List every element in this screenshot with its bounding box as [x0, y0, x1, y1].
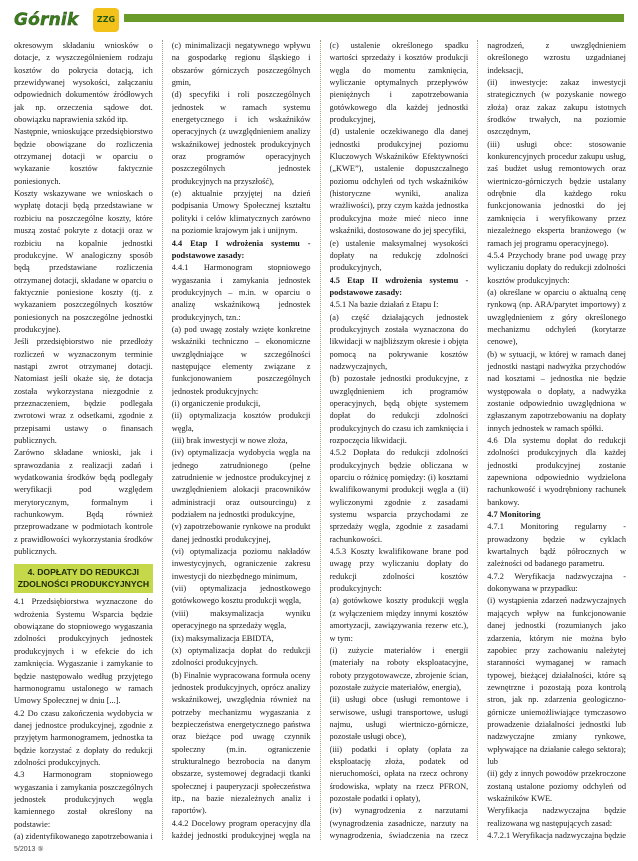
paragraph: okresowym składaniu wniosków o dotacje, z wyszczególnieniem rodzaju kosztów do pokrycia dotacją, ich przewidywanej wysokości, załączaniu odpowiednich dokumentów źródłowych jak np. orzeczenia sądowe dot. obowiązku naprawienia szkód itp. [14, 41, 153, 125]
gornik-logo [14, 6, 124, 38]
paragraph: Zarówno składane wnioski, jak i sprawozdania z realizacji zadań i wydatkowania środków będą podlegały weryfikacji pod względem merytorycznym, formalnym i rachunkowym. Będą również przeprowadzane w podmiotach kontrole z prawidłowości wykorzystania środków publicznych. [14, 448, 153, 557]
paragraph: (viii) maksymalizacja wyniku operacyjnego na sprzedaży węgla, [171, 608, 311, 631]
paragraph: (c) minimalizacji negatywnego wpływu na gospodarkę regionu śląskiego i obszarów górniczych poszczególnych gmin, [171, 41, 311, 88]
paragraph: (a) określane w oparciu o aktualną cenę rynkową (np. ARA/parytet importowy) z uwzględnieniem z góry określonego mechanizmu odchyleń (korytarze cenowe), [487, 287, 626, 347]
paragraph: 4.5.1 Na bazie działań z Etapu I: [329, 300, 439, 310]
paragraph: (iii) brak inwestycji w nowe złoża, [171, 436, 288, 445]
paragraph: 4.5.2 Dopłata do redukcji zdolności produkcyjnych będzie obliczana w oparciu o różnicę pomiędzy: (i) kosztami kwalifikowanymi produkcji węgla a (ii) wyliczonymi zgodnie z zasadami systemu wsparcia przychodami ze sprzedaży węgla, zgodnie z zasadami rachunkowości. [329, 448, 469, 544]
section-heading: 4. DOPŁATY DO REDUKCJI ZDOLNOŚCI PRODUKCYJNYCH [14, 564, 153, 593]
logo-wordmark: Górnik [14, 10, 79, 30]
column-2 [172, 40, 311, 840]
paragraph: (iii) usługi obce: stosowanie konkurencyjnych procedur zakupu usług, zaś budżet usług remontowych oraz wiertniczo-górniczych będzie ustalany odrębnie dla każdego roku funkcjonowania jednostki do jej zamknięcia i weryfikowany przez niezależnego eksperta branżowego (w ramach jej programu operacyjnego). [487, 139, 626, 248]
article-columns [14, 40, 626, 840]
paragraph: 4.7 Monitoring [487, 510, 541, 520]
column-3 [330, 40, 469, 840]
page-footer: 5/2013 ⑤ [14, 846, 44, 853]
paragraph: (d) ustalenie oczekiwanego dla danej jednostki produkcyjnej poziomu Kluczowych Wskaźników Efektywności („KWE”), ustalenie dopuszczalnego poziomu odchyleń od tych wskaźników (historyczne wyniki, analiza wrażliwości), przy czym każda jednostka produkcyjna może mieć nieco inne wskaźniki, dostosowane do jej specyfiki, [329, 127, 469, 236]
paragraph: 4.2 Do czasu zakończenia wydobycia w danej jednostce produkcyjnej, zgodnie z przyjętym harmonogramem, jednostka ta będzie korzystać z dopłaty do redukcji zdolności produkcyjnych. [14, 708, 153, 767]
column-divider [477, 40, 478, 840]
paragraph: (e) ustalenie maksymalnej wysokości dopłaty na redukcję zdolności produkcyjnych, [329, 238, 469, 273]
paragraph: (b) w sytuacji, w której w ramach danej jednostki nastąpi nadwyżka przychodów nad kosztami – jednostka nie będzie występowała o dopłaty, a nadwyżka zostanie odpowiednio uwzględniona w zgłaszanym zapotrzebowaniu na dopłaty innych jednostek w ramach spółki. [487, 349, 626, 433]
paragraph: (iii) podatki i opłaty (opłata za eksploatację złoża, podatek od nieruchomości, opłata na rzecz ochrony środowiska, wpłaty na rzecz PFRON, pozostałe podatki i opłaty), [329, 744, 469, 803]
paragraph: (ii) gdy z innych powodów przekroczone zostaną ustalone poziomy odchyleń od wskaźników KWE. [487, 769, 626, 803]
paragraph: 4.7.2 Weryfikacja nadzwyczajna - dokonywana w przypadku: [487, 571, 626, 594]
paragraph: (vi) optymalizacja poziomu nakładów inwestycyjnych, ograniczenie zakresu inwestycji do niezbędnego minimum, [171, 547, 311, 581]
paragraph: (a) pod uwagę zostały wzięte konkretne wskaźniki techniczno – ekonomiczne uwzględniające w szczególności następujące elementy związane z funkcjonowaniem poszczególnych jednostek produkcyjnych: [171, 324, 311, 396]
paragraph: (vii) optymalizacja jednostkowego gotówkowego kosztu produkcji węgla, [171, 584, 311, 606]
paragraph: Koszty wskazywane we wnioskach o wypłatę dotacji będą przedstawiane w rozbiciu na poszczególne koszty, które muszą zostać pokryte z dotacji oraz w rozbiciu na kopalnie jednostki produkcyjne. W analogiczny sposób będą przedstawiane rozliczenia otrzymanej dotacji, składane w oparciu o faktycznie poniesione koszty (tj. z wykazaniem poszczególnych kosztów poniesionych na poszczególne jednostki produkcyjne). [14, 189, 153, 334]
paragraph: (d) specyfiki i roli poszczególnych jednostek w ramach systemu energetycznego i ich wskaźników operacyjnych (z uwzględnieniem analizy wskaźnikowej jednostek produkcyjnych oraz programów operacyjnych poszczególnych jednostek produkcyjnych na przyszłość), [171, 90, 311, 186]
paragraph: (x) optymalizacja dopłat do redukcji zdolności produkcyjnych. [171, 645, 311, 668]
paragraph: 4.5 Etap II wdrożenia systemu - podstawowe zasady: [329, 275, 469, 297]
paragraph: (i) zużycie materiałów i energii (materiały na roboty eksploatacyjne, roboty przygotowawcze, zbrojenie ścian, pozostałe zużycie materiałów, energia), [329, 645, 469, 692]
paragraph: (ii) inwestycje: zakaz inwestycji strategicznych (w pozyskanie nowego złoża) oraz zakaz zakupu istotnych środków trwałych, na poziomie oszczędnym, [487, 78, 626, 137]
paragraph: 4.7.2.1 Weryfikacja nadzwyczajna będzie [487, 831, 626, 840]
paragraph: (a) zidentyfikowanego zapotrzebowania i [14, 831, 153, 840]
paragraph: nagrodzeń, z uwzględnieniem określonego wzrostu uzgadnianej indeksacji, [487, 41, 626, 75]
paragraph: Weryfikacja nadzwyczajna będzie realizowana wg następujących zasad: [487, 806, 626, 828]
paragraph: Jeśli przedsiębiorstwo nie przedłoży rozliczeń w wyznaczonym terminie nastąpi zwrot otrzymanej dotacji. Natomiast jeśli okaże się, że dotacja została wykorzystana niezgodnie z przeznaczeniem, będzie podlegała zwrotowi wraz z odsetkami, zgodnie z przepisami ustawy o finansach publicznych. [14, 337, 153, 445]
paragraph: 4.4 Etap I wdrożenia systemu - podstawowe zasady: [171, 238, 311, 260]
paragraph: (v) zapotrzebowanie rynkowe na produkt danej jednostki produkcyjnej, [171, 522, 311, 544]
logo-badge: ZZG [93, 8, 119, 32]
paragraph: 4.3 Harmonogram stopniowego wygaszania i zamykania poszczególnych jednostek produkcyjnych węgla kamiennego został określony na podstawie: [14, 770, 153, 829]
paragraph: (iv) optymalizacja wydobycia węgla na jednego zatrudnionego (pełne zatrudnienie w jednostce produkcyjnej z uwzględnieniem alokacji pracowników administracji oraz outsourcingu) z podziałem na jednostki produkcyjne, [171, 448, 311, 520]
paragraph: (a) gotówkowe koszty produkcji węgla (z wyłączeniem między innymi kosztów amortyzacji, zawiązywania rezerw etc.), w tym: [329, 596, 469, 643]
column-divider [162, 40, 163, 840]
paragraph: 4.5.3 Koszty kwalifikowane brane pod uwagę przy wyliczaniu dopłaty do redukcji zdolności kosztów produkcyjnych: [329, 547, 469, 594]
column-4 [487, 40, 626, 840]
paragraph: (ii) optymalizacja kosztów produkcji węgla, [171, 411, 311, 433]
paragraph: (i) wystąpienia zdarzeń nadzwyczajnych mających wpływ na funkcjonowanie danej jednostki (rozumianych jako zdarzenia, którym nie można było zapobiec przy zachowaniu należytej staranności wymaganej w ramach typowej, bieżącej działalności, które są zewnętrzne i pozostają poza kontrolą stron, jak np. zdarzenia geologiczno-górnicze uniemożliwiające tymczasowo prowadzenie działalności jednostki lub nadzwyczajne zmiany rynkowe, wpływające na działanie całego sektora); lub [487, 596, 626, 766]
paragraph: 4.6 Dla systemu dopłat do redukcji zdolności produkcyjnych dla każdej jednostki produkcyjnej zostanie zapewniona odpowiednio wydzielona rachunkowość i wyodrębniony rachunek bankowy. [487, 436, 626, 507]
paragraph: (iv) wynagrodzenia z narzutami (wynagrodzenia zasadnicze, narzuty na wynagrodzenia, świadczenia na rzecz [329, 806, 469, 840]
paragraph: 4.1 Przedsiębiorstwa wyznaczone do wdrożenia Systemu Wsparcia będzie obowiązane do stopniowego wygaszania zdolności produkcyjnych jednostek produkcyjnych i w efekcie do ich zamknięcia. Wygaszanie i zamykanie to będzie następowało według przyjętego harmonogramu ustalonego w ramach Umowy Społecznej w dniu [...]. [14, 597, 153, 706]
paragraph: (c) ustalenie określonego spadku wartości sprzedaży i kosztów produkcji węgla do momentu zamknięcia, wyliczanie optymalnych przepływów pieniężnych i zapotrzebowania gotówkowego dla każdej jednostki produkcyjnej, [329, 41, 469, 125]
paragraph: (i) organiczenie produkcji, [171, 398, 261, 408]
paragraph: 4.4.1 Harmonogram stopniowego wygaszania i zamykania jednostek produkcyjnych – m.in. w oparciu o analizę wskaźnikową jednostek produkcyjnych, tzn.: [171, 263, 311, 322]
column-divider [320, 40, 321, 840]
header-rule [124, 14, 624, 22]
paragraph: (b) Finalnie wypracowana formuła oceny jednostek produkcyjnych, oprócz analizy wskaźnikowej, uwzględnia również na potrzeby mechanizmu wygaszania z bezpieczeństwa energetycznego państwa oraz bieżące pod uwagę czynnik społeczny (m.in. ograniczenie strukturalnego bezrobocia na danym obszarze, systemowej degradacji tkanki społecznej i pauperyzacji społeczeństwa itp., na bazie niezależnych analiz i raportów). [171, 670, 311, 816]
paragraph: 4.4.2 Docelowy program operacyjny dla każdej jednostki produkcyjnej węgla na [171, 818, 311, 840]
column-1 [14, 40, 153, 840]
paragraph: (b) pozostałe jednostki produkcyjne, z uwzględnieniem ich programów operacyjnych, będą objęte systemem dopłat do redukcji zdolności produkcyjnych do czasu ich zamknięcia i rozpoczęcia likwidacji. [329, 374, 469, 445]
paragraph: (a) część działających jednostek produkcyjnych została wyznaczona do likwidacji w najbliższym okresie i objęta pomocą na pokrywanie kosztów nadzwyczajnych, [329, 312, 469, 371]
paragraph: (ii) usługi obce (usługi remontowe i serwisowe, usługi transportowe, usługi najmu, usługi wiertniczo-górnicze, pozostałe usługi obce), [329, 695, 469, 742]
paragraph: (ix) maksymalizacja EBIDTA, [171, 633, 274, 643]
page-header [0, 0, 638, 40]
paragraph: (e) aktualnie przyjętej na dzień podpisania Umowy Społecznej kształtu polityki i celów klimatycznych zarówno na poziomie krajowym jak i unijnym. [171, 189, 311, 236]
paragraph: 4.7.1 Monitoring regularny - prowadzony będzie w cyklach kwartalnych bądź półrocznych w zależności od badanego parametru. [487, 522, 626, 569]
paragraph: Następnie, wnioskujące przedsiębiorstwo będzie obowiązane do rozliczenia otrzymanej dotacji w oparciu o wykazanie kosztów faktycznie poniesionych. [14, 127, 153, 186]
paragraph: 4.5.4 Przychody brane pod uwagę przy wyliczaniu dopłaty do redukcji zdolności kosztów produkcyjnych: [487, 250, 626, 285]
